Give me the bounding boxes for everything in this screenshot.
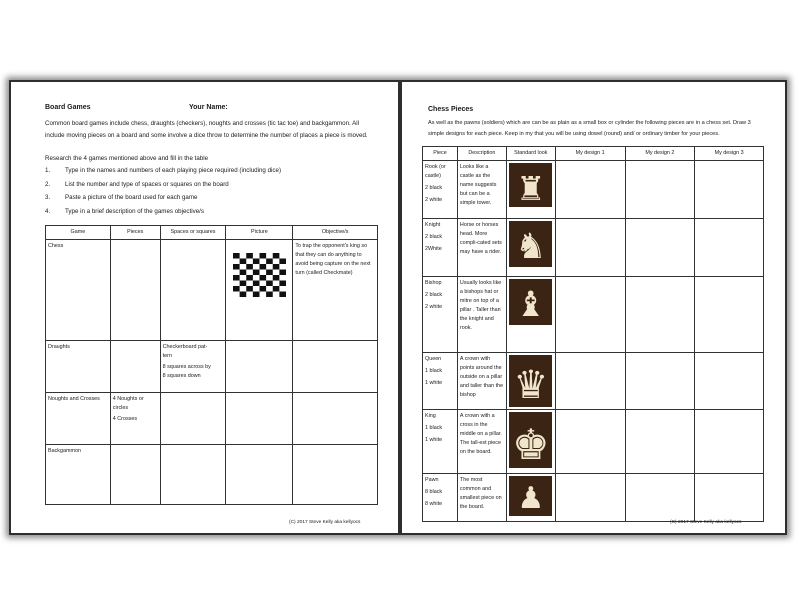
piece-count: 2 white [425, 304, 443, 310]
picture-cell[interactable] [226, 341, 293, 393]
spaces-line: tern [162, 353, 172, 359]
description-cell: A crown with a cross in the middle on a pillar. The tall-est piece on the board. [457, 410, 506, 474]
step-text: Type in a brief description of the games objective/s [65, 207, 204, 215]
step-item [45, 167, 281, 181]
table-row [46, 393, 378, 445]
picture-cell[interactable] [226, 393, 293, 445]
piece-photo [509, 221, 552, 267]
game-name-cell: Noughts and Crosses [46, 393, 111, 445]
design-1-cell[interactable] [555, 277, 625, 353]
game-name-cell: Backgammon [46, 445, 111, 505]
piece-count: 2White [425, 246, 442, 252]
spaces-line: 8 squares across by [162, 364, 211, 370]
column-header: Piece [423, 147, 458, 161]
piece-name: Pawn [425, 477, 439, 483]
description-cell: Horse or horses head. More compli-cated sets may have a rider. [457, 219, 506, 277]
pieces-cell[interactable] [110, 240, 160, 341]
table-row [46, 240, 378, 341]
standard-look-cell [506, 161, 555, 219]
piece-count: 2 black [425, 185, 443, 191]
step-number: 2. [45, 180, 51, 188]
standard-look-cell [506, 277, 555, 353]
name-label: Your Name: [189, 104, 228, 111]
column-header: My design 2 [625, 147, 695, 161]
piece-cell [423, 219, 458, 277]
chess-pieces-table [422, 146, 764, 522]
design-3-cell[interactable] [695, 474, 764, 522]
piece-photo [509, 412, 552, 468]
column-header: Game [46, 226, 111, 240]
picture-cell[interactable] [226, 240, 293, 341]
design-2-cell[interactable] [625, 277, 695, 353]
piece-name: King [425, 413, 436, 419]
objective-cell[interactable]: To trap the opponent's king so that they can do anything to avoid being capture on the next turn (called Checkmate) [293, 240, 378, 341]
design-3-cell[interactable] [695, 219, 764, 277]
column-header: Pieces [110, 226, 160, 240]
step-item [45, 181, 281, 195]
page-title: Chess Pieces [428, 106, 474, 113]
column-header: My design 1 [555, 147, 625, 161]
board-games-table [45, 225, 378, 505]
design-2-cell[interactable] [625, 410, 695, 474]
pieces-cell[interactable] [110, 341, 160, 393]
table-row [423, 474, 764, 522]
footer-credit: (C) 2017 Steve Kelly aka kellyocs [289, 520, 361, 525]
piece-photo [509, 279, 552, 325]
description-cell: Looks like a castle as the name suggests but can be a simple tower. [457, 161, 506, 219]
piece-photo [509, 163, 552, 207]
column-header: Description [457, 147, 506, 161]
design-3-cell[interactable] [695, 161, 764, 219]
description-cell: The most common and smallest piece on the board. [457, 474, 506, 522]
design-3-cell[interactable] [695, 353, 764, 410]
page-title: Board Games [45, 104, 91, 111]
piece-count: 8 black [425, 489, 443, 495]
column-header: Objective/s [293, 226, 378, 240]
design-1-cell[interactable] [555, 161, 625, 219]
design-1-cell[interactable] [555, 410, 625, 474]
table-row [46, 341, 378, 393]
piece-count: 1 black [425, 368, 443, 374]
queen-icon: ♛ [513, 363, 549, 408]
step-text: Type in the names and numbers of each playing piece required (including dice) [65, 167, 282, 174]
spaces-line: Checkerboard pat- [162, 344, 208, 350]
objective-cell[interactable] [293, 393, 378, 445]
column-header: Standard look [506, 147, 555, 161]
design-2-cell[interactable] [625, 353, 695, 410]
steps-list [45, 167, 281, 221]
standard-look-cell [506, 353, 555, 410]
footer-credit: (C) 2017 Steve Kelly aka kellyocs [670, 520, 742, 525]
spaces-line: 8 squares down [162, 373, 201, 379]
pieces-cell[interactable] [110, 393, 160, 445]
design-2-cell[interactable] [625, 474, 695, 522]
intro-text: As well as the pawns (soldiers) which are can be as plain as a small box or cylinder the following pieces are in a chess set. Draw 3 simple designs for each piece. Keep in my that you will be using dowel (round) and/ or ordinary timber for your pieces. [428, 120, 751, 137]
standard-look-cell [506, 219, 555, 277]
design-2-cell[interactable] [625, 161, 695, 219]
table-row [423, 277, 764, 353]
worksheet-spread [9, 80, 787, 535]
piece-name: Rook (or castle) [425, 164, 446, 179]
design-1-cell[interactable] [555, 219, 625, 277]
piece-name: Queen [425, 356, 442, 362]
board-games-page [11, 82, 398, 533]
piece-cell [423, 474, 458, 522]
piece-count: 1 white [425, 437, 443, 443]
piece-cell [423, 353, 458, 410]
piece-cell [423, 277, 458, 353]
standard-look-cell [506, 474, 555, 522]
rook-icon: ♜ [516, 169, 546, 208]
piece-name: Knight [425, 222, 441, 228]
research-instruction: Research the 4 games mentioned above and fill in the table [45, 155, 209, 162]
pieces-cell[interactable] [110, 445, 160, 505]
table-row [423, 161, 764, 219]
bishop-icon: ♝ [515, 285, 547, 325]
step-text: Paste a picture of the board used for each game [65, 194, 198, 201]
piece-photo [509, 476, 552, 516]
piece-count: 8 white [425, 501, 443, 507]
spaces-cell[interactable] [160, 445, 226, 505]
pieces-line: 4 Crosses [112, 416, 138, 422]
column-header: Picture [226, 226, 293, 240]
chess-pieces-page [402, 82, 785, 533]
pieces-line: 4 Noughts or [112, 396, 144, 402]
table-row [423, 410, 764, 474]
piece-count: 1 white [425, 380, 443, 386]
table-row [423, 353, 764, 410]
table-row [423, 219, 764, 277]
pieces-line: circles [112, 405, 129, 411]
step-item [45, 194, 281, 208]
design-1-cell[interactable] [555, 353, 625, 410]
spaces-cell[interactable] [160, 393, 226, 445]
picture-cell[interactable] [226, 445, 293, 505]
step-number: 3. [45, 194, 51, 201]
spaces-cell[interactable] [160, 240, 226, 341]
piece-name: Bishop [425, 280, 442, 286]
piece-count: 1 black [425, 425, 443, 431]
standard-look-cell [506, 410, 555, 474]
step-text: List the number and type of spaces or squares on the board [65, 180, 229, 188]
piece-cell [423, 161, 458, 219]
column-header: Spaces or squares [160, 226, 226, 240]
step-number: 1. [45, 167, 51, 174]
step-item [45, 208, 281, 222]
description-cell: Usually looks like a bishops hat or mitre on top of a pillar . Taller than the knight and rook. [457, 277, 506, 353]
description-cell: A crown with points around the outside on a pillar and taller than the bishop [457, 353, 506, 410]
checkerboard-image [233, 253, 286, 297]
design-3-cell[interactable] [695, 277, 764, 353]
pawn-icon: ♟ [517, 481, 545, 516]
design-1-cell[interactable] [555, 474, 625, 522]
design-2-cell[interactable] [625, 219, 695, 277]
objective-cell[interactable] [293, 341, 378, 393]
spaces-cell[interactable] [160, 341, 226, 393]
table-row [46, 445, 378, 505]
piece-photo [509, 355, 552, 407]
piece-cell [423, 410, 458, 474]
design-3-cell[interactable] [695, 410, 764, 474]
column-header: My design 3 [695, 147, 764, 161]
game-name-cell: Draughts [46, 341, 111, 393]
step-number: 4. [45, 207, 51, 215]
piece-count: 2 black [425, 234, 443, 240]
objective-cell[interactable] [293, 445, 378, 505]
intro-text: Common board games include chess, draughts (checkers), noughts and crosses (tic tac toe) and backgammon. All include moving pieces on a board and some involve a dice throw to determine the number of places a piece is moved. [45, 120, 368, 139]
piece-count: 2 black [425, 292, 443, 298]
knight-icon: ♞ [515, 227, 547, 267]
king-icon: ♚ [511, 420, 550, 469]
game-name-cell: Chess [46, 240, 111, 341]
piece-count: 2 white [425, 197, 443, 203]
